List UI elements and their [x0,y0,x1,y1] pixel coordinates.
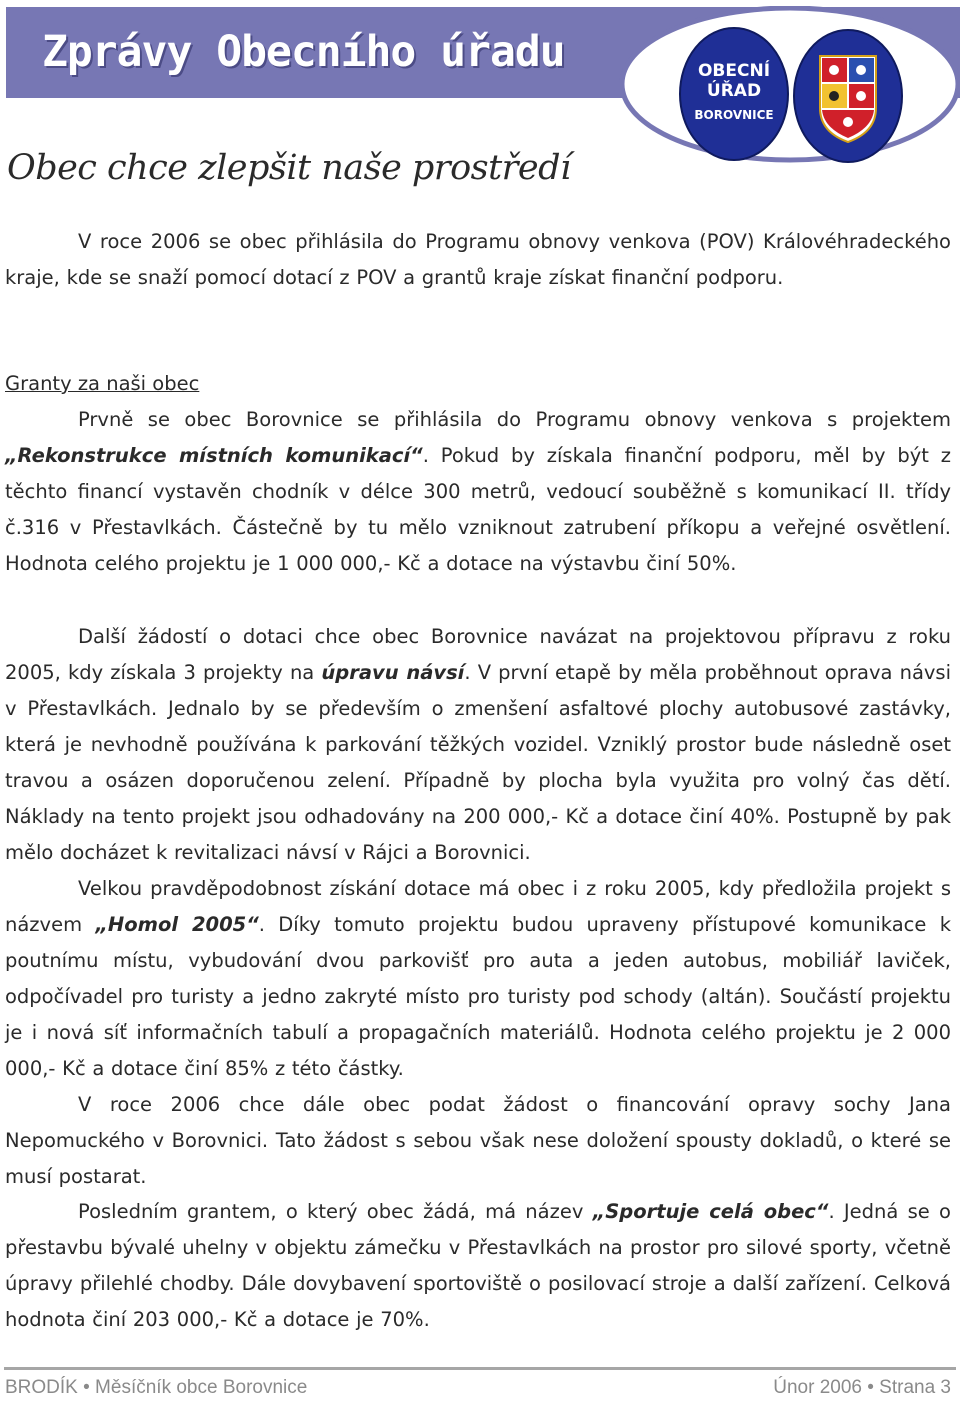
p1-text-c: . Pokud by získala finanční podporu, měl by být z těchto financí vystavěn chodník v délce 300 metrů, vedoucí souběžně s komunikací II. třídy č.316 v Přestavlkách. Částečně by tu mělo vzniknout zatrubení příkopu a veřejné osvětlení. Hodnota celého projektu je 1 000 000,- Kč a dotace na výstavbu činí 50%. [5,444,951,575]
coat-of-arms-icon [794,30,902,162]
badge-line-1: OBECNÍ [697,61,771,81]
p3-text-c: . Díky tomuto projektu budou upraveny přístupové komunikace k poutnímu místu, vybudování dvou parkovišť pro auta a jeden autobus, mobiliář laviček, odpočívadel pro turisty a jedno zakryté místo pro turisty pod schody (altán). Součástí projektu je i nová síť informačních tabulí a propagačních materiálů. Hodnota celého projektu je 2 000 000,- Kč a dotace činí 85% z této částky. [5,913,951,1080]
p2-project-name: úpravu návsí [321,661,465,684]
footer-publication: BRODÍK • Měsíčník obce Borovnice [5,1377,308,1398]
paragraph-homol-project [5,871,951,1087]
subheading-grants: Granty za naši obec [5,372,200,395]
footer-divider [4,1367,956,1370]
paragraph-statue-repair: V roce 2006 chce dále obec podat žádost o financování opravy sochy Jana Nepomuckého v Borovnici. Tato žádost s sebou však nese doložení spousty dokladů, o které se musí postarat. [5,1093,951,1188]
p1-project-name: „Rekonstrukce místních komunikací“ [5,444,423,467]
emblem-group [618,6,960,171]
p3-project-name: „Homol 2005“ [95,913,259,936]
intro-paragraph: V roce 2006 se obec přihlásila do Programu obnovy venkova (POV) Královéhradeckého kraje, kde se snaží pomocí dotací z POV a grantů kraje získat finanční podporu. [5,230,951,289]
p2-text-c: . V první etapě by měla proběhnout oprava návsi v Přestavlkách. Jednalo by se především o zmenšení asfaltové plochy autobusové zastávky, která je nevhodně používána k parkování těžkých vozidel. Vzniklý prostor bude následně oset travou a osázen doporučenou zelení. Případně by plocha byla využita pro volný čas dětí. Náklady na tento projekt jsou odhadovány na 200 000,- Kč a dotace činí 40%. Postupně by pak mělo docházet k revitalizaci návsí v Rájci a Borovnici. [5,661,952,864]
p5-text-c: . Jedná se o přestavbu bývalé uhelny v objektu zámečku v Přestavlkách na prostor pro silové sporty, včetně úpravy přilehlé chodby. Dále dovybavení sportoviště o posilovací stroje a další zařízení. Celková hodnota činí 203 000,- Kč a dotace je 70%. [5,1200,951,1331]
page-title: Zprávy Obecního úřadu [42,27,565,77]
paragraph-village-square [5,619,951,871]
p5-text-a: Posledním grantem, o který obec žádá, má název [78,1200,593,1223]
p5-project-name: „Sportuje celá obec“ [592,1200,829,1223]
paragraph-sports-project [5,1194,951,1338]
badge-line-2: ÚŘAD [706,81,762,101]
footer-page-info: Únor 2006 • Strana 3 [773,1377,951,1398]
paragraph-road-project [5,402,951,582]
article-title: Obec chce zlepšit naše prostředí [7,148,571,188]
p1-text-a: Prvně se obec Borovnice se přihlásila do Programu obnovy venkova s projektem [78,408,951,431]
p2-text-a: Další žádostí o dotaci chce obec Borovnice navázat na projektovou přípravu z roku 2005, kdy získala 3 projekty na [5,625,951,684]
badge-line-3: BOROVNICE [694,108,774,122]
p3-text-a: Velkou pravděpodobnost získání dotace má obec i z roku 2005, kdy předložila projekt s názvem [5,877,951,936]
